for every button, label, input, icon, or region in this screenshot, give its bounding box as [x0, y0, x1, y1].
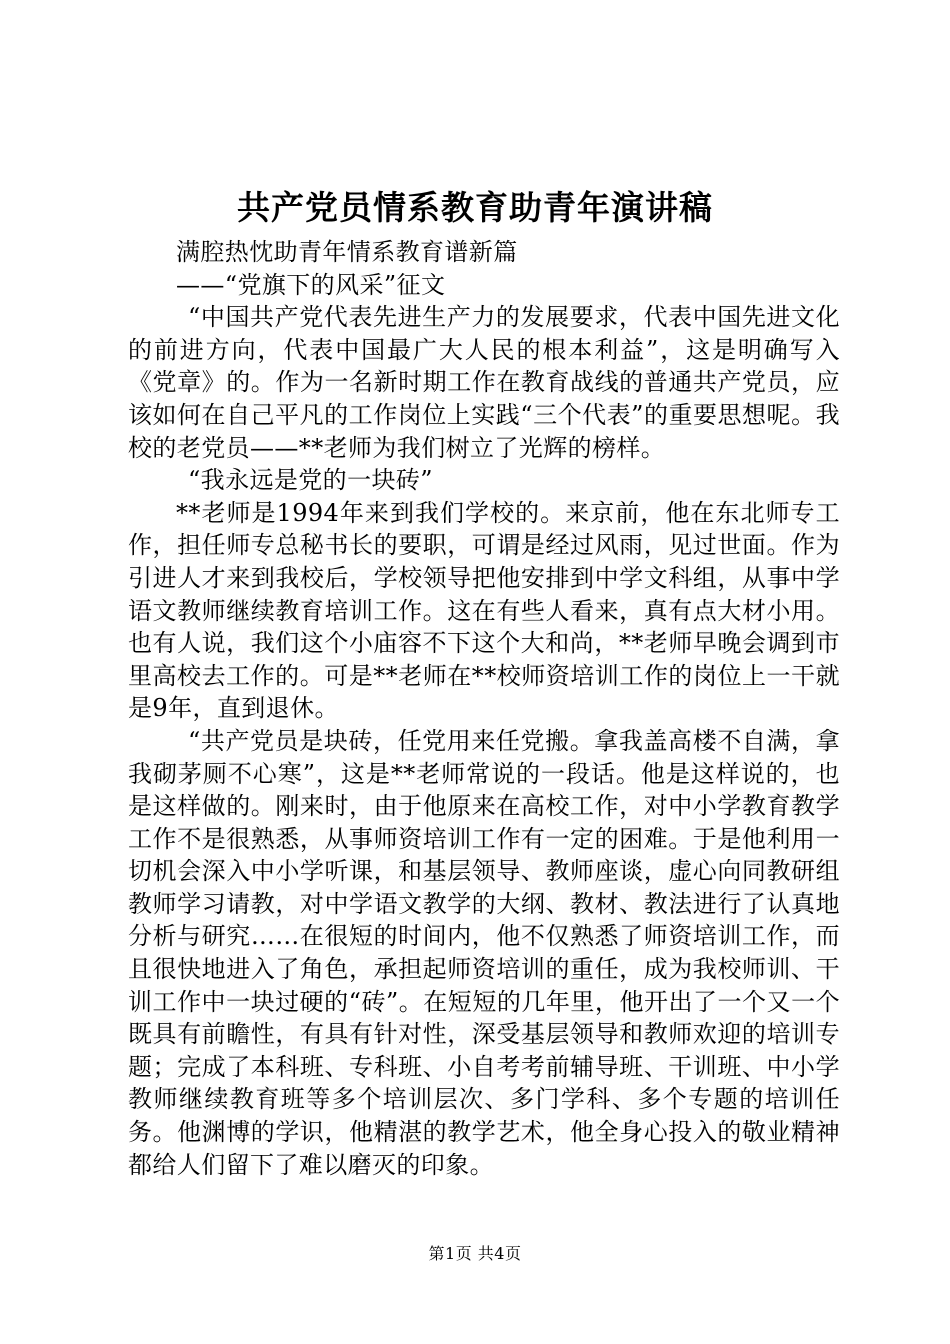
page-number-footer: 第1页 共4页	[428, 1244, 522, 1263]
paragraph-background: **老师是1994年来到我们学校的。来京前，他在东北师专工作，担任师专总秘书长的要职，可谓是经过风雨，见过世面。作为引进人才来到我校后，学校领导把他安排到中学文科组，从事中学语文教师继续教育培训工作。这在有些人看来，真有点大材小用。也有人说，我们这个小庙容不下这个大和尚，**老师早晚会调到市里高校去工作的。可是**老师在**校师资培训工作的岗位上一干就是9年，直到退休。	[128, 498, 840, 723]
paragraph-brick: “共产党员是块砖，任党用来任党搬。拿我盖高楼不自满，拿我砌茅厕不心寒”，这是**老师常说的一段话。他是这样说的，也是这样做的。刚来时，由于他原来在高校工作，对中小学教育教学工作不是很熟悉，从事师资培训工作有一定的困难。于是他利用一切机会深入中小学听课，和基层领导、教师座谈，虚心向同教研组教师学习请教，对中学语文教学的大纲、教材、教法进行了认真地分析与研究……在很短的时间内，他不仅熟悉了师资培训工作，而且很快地进入了角色，承担起师资培训的重任，成为我校师训、干训工作中一块过硬的“砖”。在短短的几年里，他开出了一个又一个既具有前瞻性，有具有针对性，深受基层领导和教师欢迎的培训专题；完成了本科班、专科班、小自考考前辅导班、干训班、中小学教师继续教育班等多个培训层次、多门学科、多个专题的培训任务。他渊博的学识，他精湛的教学艺术，他全身心投入的敬业精神都给人们留下了难以磨灭的印象。	[128, 726, 840, 1179]
paragraph-intro: “中国共产党代表先进生产力的发展要求，代表中国先进文化的前进方向，代表中国最广大人民的根本利益”，这是明确写入《党章》的。作为一名新时期工作在教育战线的普通共产党员，应该如何在自己平凡的工作岗位上实践“三个代表”的重要思想呢。我校的老党员——**老师为我们树立了光辉的榜样。	[128, 303, 840, 462]
document-body	[128, 236, 840, 1181]
document-title: 共产党员情系教育助青年演讲稿	[237, 188, 713, 227]
subtitle-essay-note: ——“党旗下的风采”征文	[176, 270, 446, 299]
subtitle: 满腔热忱助青年情系教育谱新篇	[176, 238, 518, 266]
section-heading: “我永远是党的一块砖”	[188, 466, 433, 495]
